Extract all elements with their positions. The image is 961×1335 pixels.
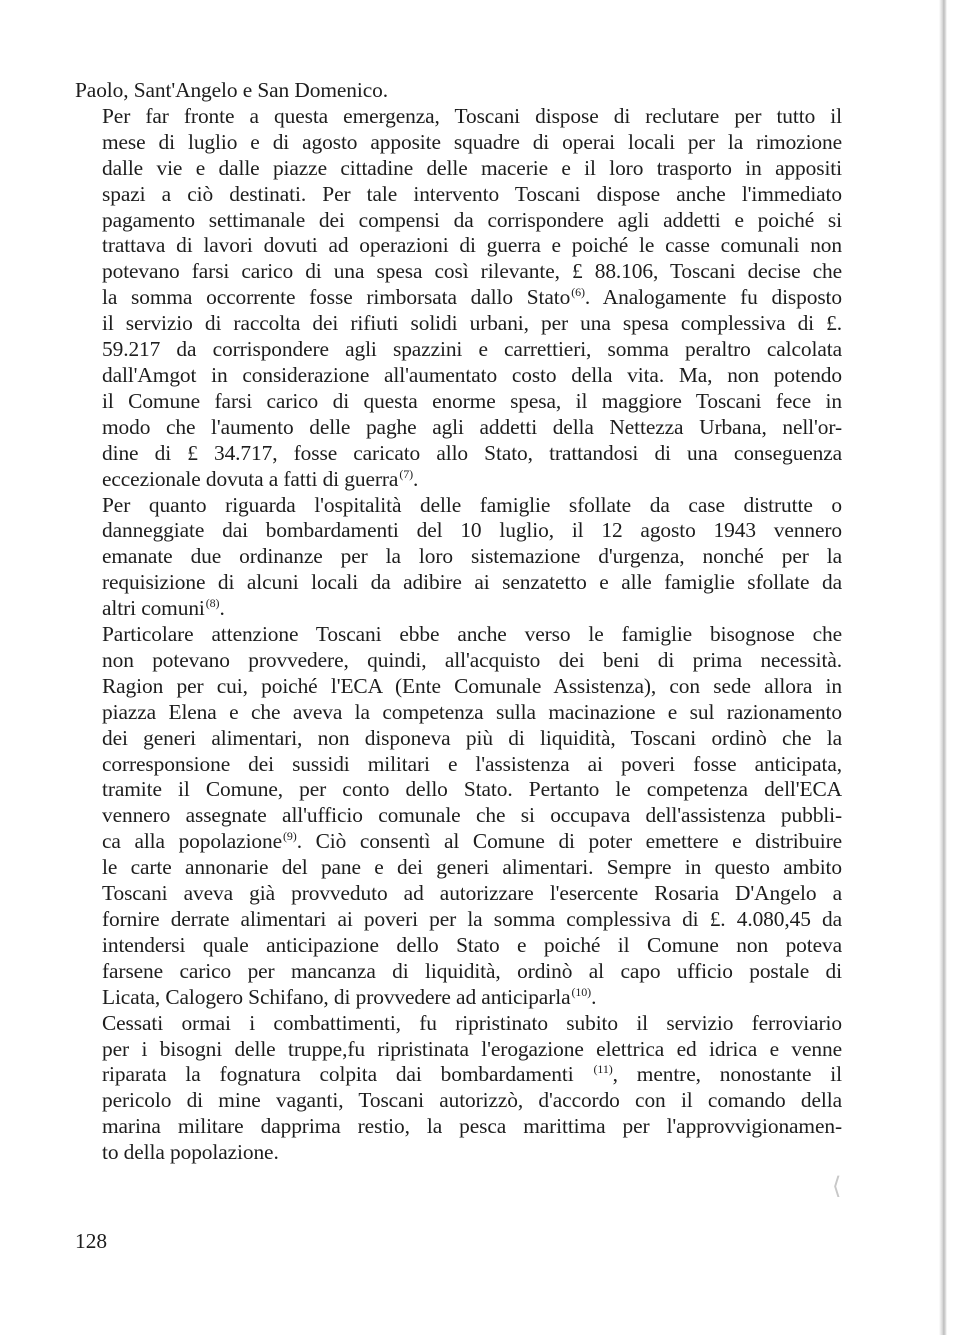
text-line: pericolo di mine vaganti, Toscani autorizzò, d'accordo con il comando della (102, 1088, 842, 1113)
text-line: Per quanto riguarda l'ospitalità delle famiglie sfollate da case distrutte o (102, 492, 842, 517)
text-line: tramite il Comune, per conto dello Stato. Pertanto le competenza dell'ECA (102, 777, 842, 802)
line-text: Licata, Calogero Schifano, di provvedere ad anticiparla (102, 984, 571, 1009)
body-text (75, 78, 842, 1166)
line-text: , mentre, nonostante il (612, 1062, 842, 1087)
paragraph (75, 622, 842, 1011)
text-line: spazi a ciò destinati. Per tale intervento Toscani dispose anche l'immediato (102, 181, 842, 206)
footnote-ref: (8) (205, 596, 220, 611)
text-line: non potevano provvedere, quindi, all'acquisto dei beni di prima necessità. (102, 647, 842, 672)
line-text: . (219, 596, 225, 621)
text-line: piazza Elena e che aveva la competenza sulla macinazione e sul razionamento (102, 699, 842, 724)
text-line: intendersi quale anticipazione dello Stato e poiché il Comune non poteva (102, 932, 842, 957)
text-line: dalle vie e dalle piazze cittadine delle macerie e il loro trasporto in appositi (102, 155, 842, 180)
text-line: Paolo, Sant'Angelo e San Domenico. (75, 78, 388, 102)
text-line: Cessati ormai i combattimenti, fu ripristinato subito il servizio ferroviario (102, 1010, 842, 1035)
text-line: Particolare attenzione Toscani ebbe anche verso le famiglie bisognose che (102, 622, 842, 647)
text-line (75, 467, 842, 493)
paragraph (75, 104, 842, 493)
text-line (75, 285, 842, 311)
text-line: corresponsione dei sussidi militari e l'assistenza ai poveri fosse anticipata, (102, 751, 842, 776)
text-line: Toscani aveva già provveduto ad autorizzare l'esercente Rosaria D'Angelo a (102, 881, 842, 906)
margin-mark: ⟨ (832, 1172, 842, 1200)
footnote-ref: (9) (283, 829, 297, 844)
text-line: requisizione di alcuni locali da adibire ai senzatetto e alle famiglie sfollate da (102, 570, 842, 595)
text-line (75, 985, 842, 1011)
line-text: altri comuni (102, 596, 205, 621)
text-line: emanate due ordinanze per la loro sistemazione d'urgenza, nonché per la (102, 544, 842, 569)
text-line: Ragion per cui, poiché l'ECA (Ente Comunale Assistenza), con sede allora in (102, 673, 842, 698)
footnote-ref: (7) (399, 466, 414, 481)
line-text: la somma occorrente fosse rimborsata dallo Stato (102, 285, 571, 310)
text-line: per i bisogni delle truppe,fu ripristinata l'erogazione elettrica ed idrica e venne (102, 1036, 842, 1061)
text-line (75, 829, 842, 855)
text-line: mese di luglio e di agosto apposite squadre di operai locali per la rimozione (102, 129, 842, 154)
line-text: . (591, 984, 597, 1009)
paragraph (75, 78, 842, 104)
text-line: to della popolazione. (102, 1140, 279, 1165)
book-gutter-shadow (939, 0, 947, 1335)
text-line: danneggiate dai bombardamenti del 10 luglio, il 12 agosto 1943 vennero (102, 518, 842, 543)
footnote-ref: (11) (593, 1062, 613, 1077)
text-line (75, 1062, 842, 1088)
footnote-ref: (6) (571, 285, 585, 300)
text-line: dei generi alimentari, non disponeva più di liquidità, Toscani ordinò che la (102, 725, 842, 750)
line-text: ca alla popolazione (102, 829, 283, 854)
text-line: vennero assegnate all'ufficio comunale che si occupava dell'assistenza pubbli- (102, 803, 842, 828)
text-line: pagamento settimanale dei compensi da corrispondere agli addetti e poiché si (102, 207, 842, 232)
text-line: farsene carico per mancanza di liquidità, ordinò al capo ufficio postale di (102, 958, 842, 983)
line-text: . Analogamente fu disposto (584, 285, 842, 310)
text-line: il Comune farsi carico di questa enorme spesa, il maggiore Toscani fece in (102, 388, 842, 413)
text-line: dine di £ 34.717, fosse caricato allo Stato, trattandosi di una conseguenza (102, 440, 842, 465)
page-number: 128 (75, 1229, 108, 1253)
text-line: il servizio di raccolta dei rifiuti solidi urbani, per una spesa complessiva di £. (102, 311, 842, 336)
text-line: le carte annonarie del pane e dei generi alimentari. Sempre in questo ambito (102, 855, 842, 880)
text-line: fornire derrate alimentari ai poveri per la somma complessiva di £. 4.080,45 da (102, 907, 842, 931)
paragraph (75, 1011, 842, 1166)
text-line: dall'Amgot in considerazione all'aumentato costo della vita. Ma, non potendo (102, 362, 842, 387)
paragraph (75, 493, 842, 623)
text-line: marina militare dapprima restio, la pesca marittima per l'approvvigionamen- (102, 1114, 842, 1139)
line-text: . Ciò consentì al Comune di poter emettere e distribuire (296, 829, 842, 854)
line-text: eccezionale dovuta a fatti di guerra (102, 466, 399, 491)
text-line (75, 596, 842, 622)
line-text: riparata la fognatura colpita dai bombardamenti (102, 1062, 574, 1087)
text-line: modo che l'aumento delle paghe agli addetti della Nettezza Urbana, nell'or- (102, 414, 842, 439)
text-line: trattava di lavori dovuti ad operazioni di guerra e poiché le casse comunali non (102, 233, 842, 258)
line-text: . (413, 466, 419, 491)
text-line: Per far fronte a questa emergenza, Toscani dispose di reclutare per tutto il (102, 103, 842, 128)
footnote-ref: (10) (571, 984, 592, 999)
text-line: potevano farsi carico di una spesa così rilevante, £ 88.106, Toscani decise che (102, 259, 842, 284)
text-line: 59.217 da corrispondere agli spazzini e carrettieri, somma peraltro calcolata (102, 337, 842, 362)
